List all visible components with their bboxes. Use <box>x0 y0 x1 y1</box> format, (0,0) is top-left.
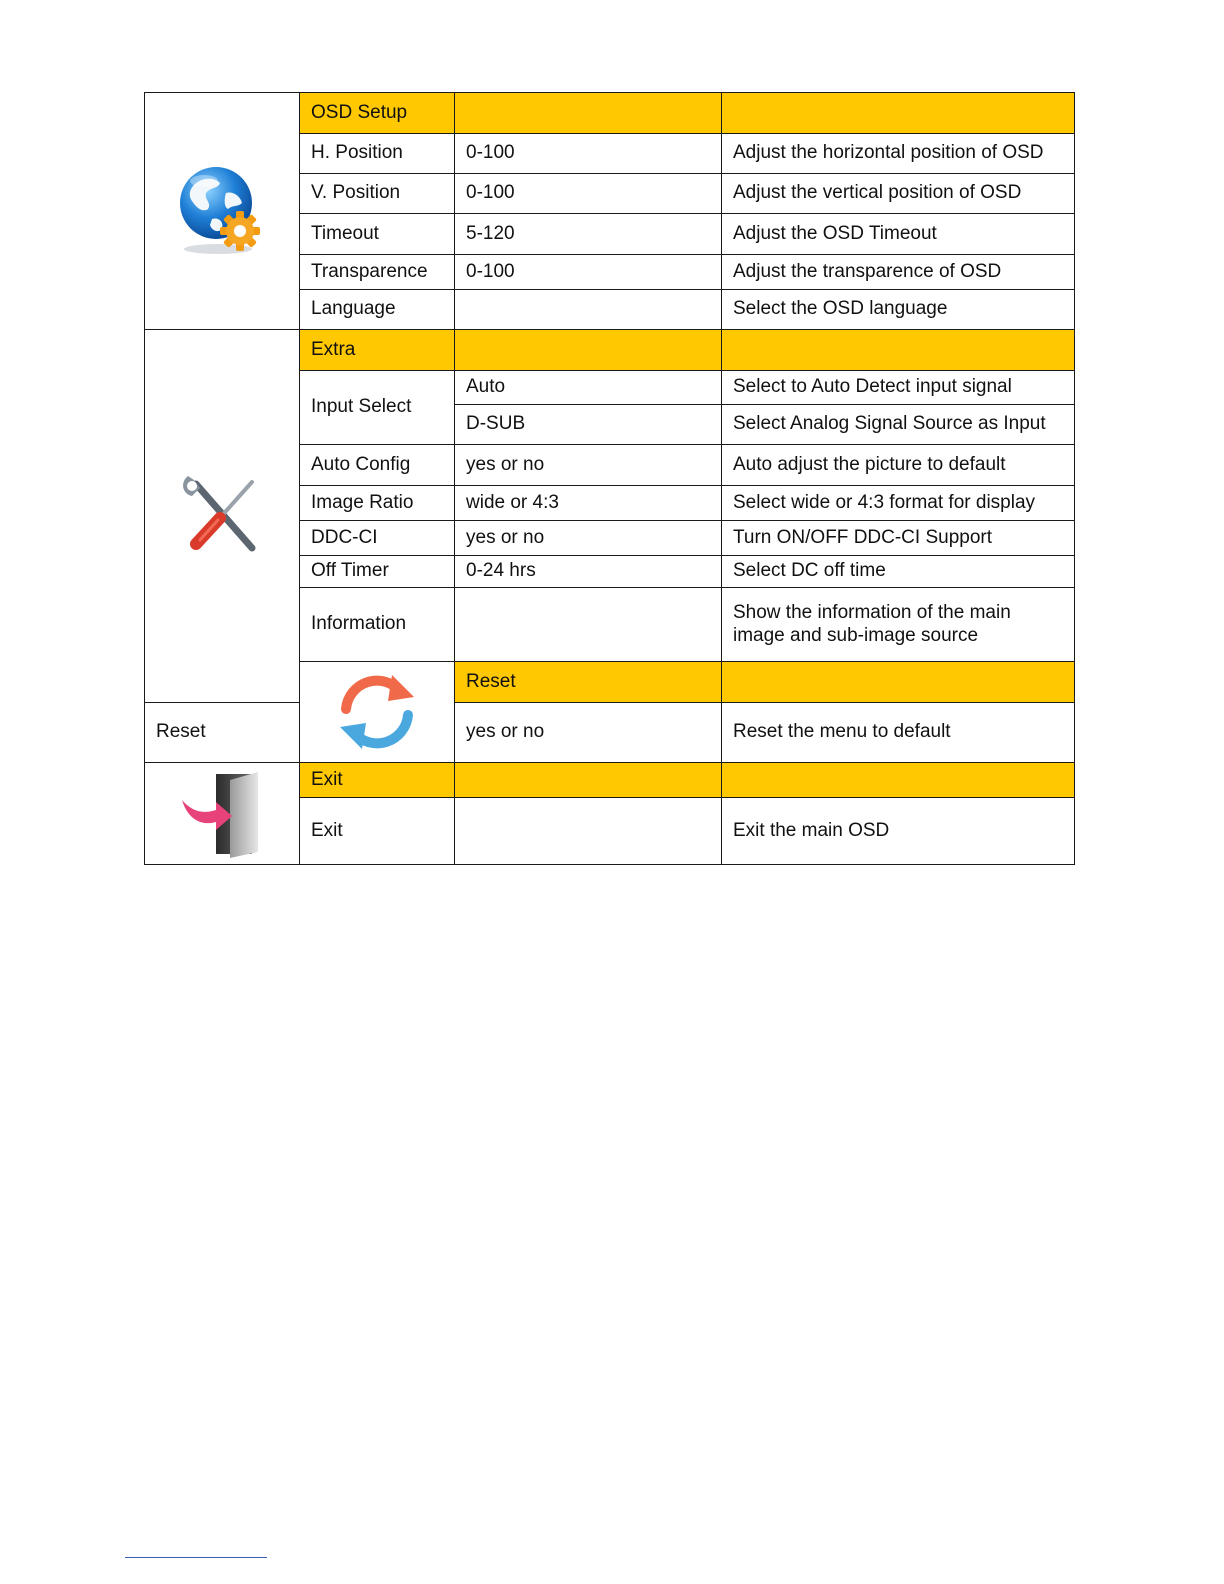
exit-icon-cell <box>145 763 300 865</box>
table-row <box>145 703 1075 763</box>
description-line: Show the information of the main <box>733 601 1011 623</box>
category-empty-cell <box>722 662 1075 703</box>
reset-icon-cell <box>300 662 455 763</box>
wrench-screwdriver-icon <box>145 468 299 564</box>
setting-name: V. Position <box>300 174 455 214</box>
extra-header-row <box>145 330 1075 371</box>
setting-value: 0-100 <box>455 255 722 290</box>
extra-icon-cell <box>145 330 300 703</box>
osd-setup-header-row <box>145 93 1075 134</box>
category-empty-cell <box>722 763 1075 798</box>
setting-value: yes or no <box>455 445 722 486</box>
setting-description: Adjust the OSD Timeout <box>722 214 1075 255</box>
category-empty-cell <box>722 330 1075 371</box>
setting-name: Image Ratio <box>300 486 455 521</box>
setting-name: Off Timer <box>300 556 455 588</box>
category-empty-cell <box>455 93 722 134</box>
setting-name: Exit <box>300 798 455 865</box>
osd-setup-icon-cell <box>145 93 300 330</box>
setting-value: yes or no <box>455 521 722 556</box>
footnote-separator <box>125 1557 267 1558</box>
setting-description: Adjust the horizontal position of OSD <box>722 134 1075 174</box>
setting-value <box>455 290 722 330</box>
extra-title: Extra <box>300 330 455 371</box>
setting-value: 0-100 <box>455 134 722 174</box>
category-empty-cell <box>722 93 1075 134</box>
setting-name: Transparence <box>300 255 455 290</box>
setting-name: Information <box>300 588 455 662</box>
exit-door-icon <box>145 766 299 862</box>
setting-name: Timeout <box>300 214 455 255</box>
setting-description: Select the OSD language <box>722 290 1075 330</box>
setting-name: Reset <box>145 703 300 763</box>
setting-description: Reset the menu to default <box>722 703 1075 763</box>
description-line: image and sub-image source <box>733 624 979 646</box>
setting-description <box>722 588 1075 662</box>
setting-description: Select to Auto Detect input signal <box>722 371 1075 405</box>
setting-value: 5-120 <box>455 214 722 255</box>
setting-value <box>455 588 722 662</box>
reset-title: Reset <box>455 662 722 703</box>
setting-description: Adjust the transparence of OSD <box>722 255 1075 290</box>
setting-value: yes or no <box>455 703 722 763</box>
setting-description: Select Analog Signal Source as Input <box>722 405 1075 445</box>
setting-description: Select DC off time <box>722 556 1075 588</box>
setting-name: Auto Config <box>300 445 455 486</box>
setting-value: 0-24 hrs <box>455 556 722 588</box>
setting-value: 0-100 <box>455 174 722 214</box>
setting-value: Auto <box>455 371 722 405</box>
setting-description: Adjust the vertical position of OSD <box>722 174 1075 214</box>
setting-description: Select wide or 4:3 format for display <box>722 486 1075 521</box>
setting-value <box>455 798 722 865</box>
setting-value: wide or 4:3 <box>455 486 722 521</box>
setting-description: Turn ON/OFF DDC-CI Support <box>722 521 1075 556</box>
exit-title: Exit <box>300 763 455 798</box>
setting-name: H. Position <box>300 134 455 174</box>
category-empty-cell <box>455 763 722 798</box>
osd-setup-title: OSD Setup <box>300 93 455 134</box>
osd-menu-table <box>144 92 1075 865</box>
setting-name: Input Select <box>300 371 455 445</box>
setting-value: D-SUB <box>455 405 722 445</box>
setting-description: Exit the main OSD <box>722 798 1075 865</box>
reset-arrows-icon <box>300 667 454 757</box>
setting-description: Auto adjust the picture to default <box>722 445 1075 486</box>
globe-gear-icon <box>145 163 299 259</box>
setting-name: DDC-CI <box>300 521 455 556</box>
setting-name: Language <box>300 290 455 330</box>
category-empty-cell <box>455 330 722 371</box>
exit-header-row <box>145 763 1075 798</box>
